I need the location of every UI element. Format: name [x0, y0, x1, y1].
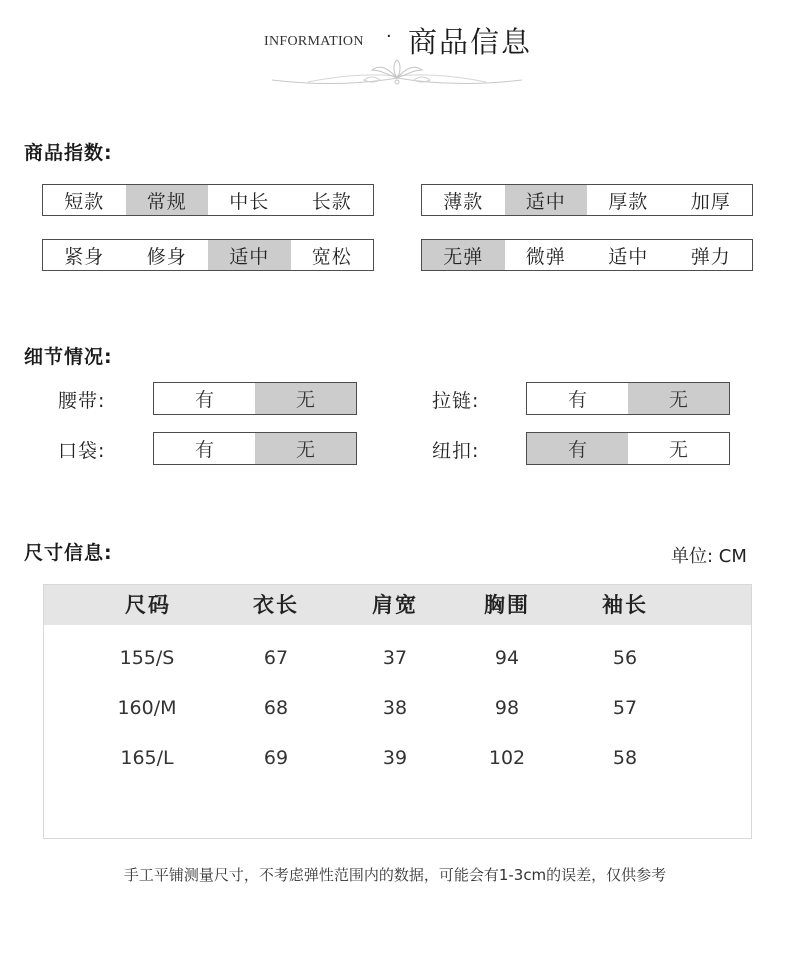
table-cell: 94 [494, 647, 520, 669]
column-header: 衣长 [253, 593, 299, 617]
table-cell: 57 [612, 697, 638, 719]
size-table-header [44, 585, 751, 625]
table-cell: 160/M [117, 697, 177, 719]
option-segment-selected: 无 [628, 383, 729, 414]
belt-label: 腰带: [58, 390, 106, 412]
option-segment: 有 [194, 389, 214, 411]
table-cell: 56 [612, 647, 638, 669]
belt-option-bar [153, 382, 357, 415]
option-segment-selected: 适中 [208, 240, 291, 270]
option-segment: 薄款 [443, 190, 484, 213]
thickness-option-bar [421, 184, 753, 216]
table-cell: 98 [494, 697, 520, 719]
size-table [43, 584, 752, 839]
table-cell: 37 [382, 647, 408, 669]
option-segment: 无 [668, 439, 688, 461]
details-title: 细节情况: [24, 346, 113, 368]
column-header: 尺码 [125, 593, 171, 617]
option-segment: 中长 [229, 190, 270, 213]
option-segment-selected: 常规 [126, 185, 209, 215]
product-index-title: 商品指数: [24, 142, 113, 164]
table-cell: 67 [263, 647, 289, 669]
table-cell: 155/S [119, 647, 175, 669]
table-cell: 165/L [120, 747, 174, 769]
button-label: 纽扣: [432, 440, 480, 462]
flourish-ornament-icon [268, 58, 526, 90]
column-header: 袖长 [602, 593, 648, 617]
option-segment: 短款 [64, 190, 105, 213]
table-cell: 38 [382, 697, 408, 719]
zipper-label: 拉链: [432, 390, 480, 412]
option-segment: 修身 [146, 245, 187, 268]
column-header: 肩宽 [372, 593, 418, 617]
option-segment: 紧身 [64, 245, 105, 268]
measurement-note: 手工平铺测量尺寸，不考虑弹性范围内的数据，可能会有1-3cm的误差，仅供参考 [123, 866, 667, 884]
option-segment-selected: 有 [527, 433, 628, 464]
column-header: 胸围 [484, 593, 530, 617]
elasticity-option-bar [421, 239, 753, 271]
option-segment: 适中 [608, 245, 649, 268]
option-segment: 长款 [311, 190, 352, 213]
table-cell: 39 [382, 747, 408, 769]
zipper-option-bar [526, 382, 730, 415]
option-segment: 弹力 [690, 245, 731, 268]
option-segment: 宽松 [311, 245, 352, 268]
pocket-option-bar [153, 432, 357, 465]
table-cell: 102 [488, 747, 526, 769]
option-segment: 微弹 [525, 245, 566, 268]
unit-label: 单位: CM [671, 546, 747, 567]
header-title-cn: 商品信息 [408, 25, 533, 59]
option-segment: 厚款 [608, 190, 649, 213]
option-segment-selected: 适中 [505, 185, 588, 215]
option-segment-selected: 无 [255, 383, 356, 414]
table-cell: 69 [263, 747, 289, 769]
option-segment: 有 [194, 439, 214, 461]
size-info-title: 尺寸信息: [24, 542, 113, 564]
table-cell: 68 [263, 697, 289, 719]
header-title-en: INFORMATION [264, 34, 364, 49]
table-cell: 58 [612, 747, 638, 769]
option-segment-selected: 无 [255, 433, 356, 464]
option-segment: 有 [567, 389, 587, 411]
button-option-bar [526, 432, 730, 465]
fit-option-bar [42, 239, 374, 271]
option-segment: 加厚 [690, 190, 731, 213]
pocket-label: 口袋: [58, 440, 106, 462]
option-segment-selected: 无弹 [422, 240, 505, 270]
length-option-bar [42, 184, 374, 216]
header-dot: · [386, 26, 392, 47]
